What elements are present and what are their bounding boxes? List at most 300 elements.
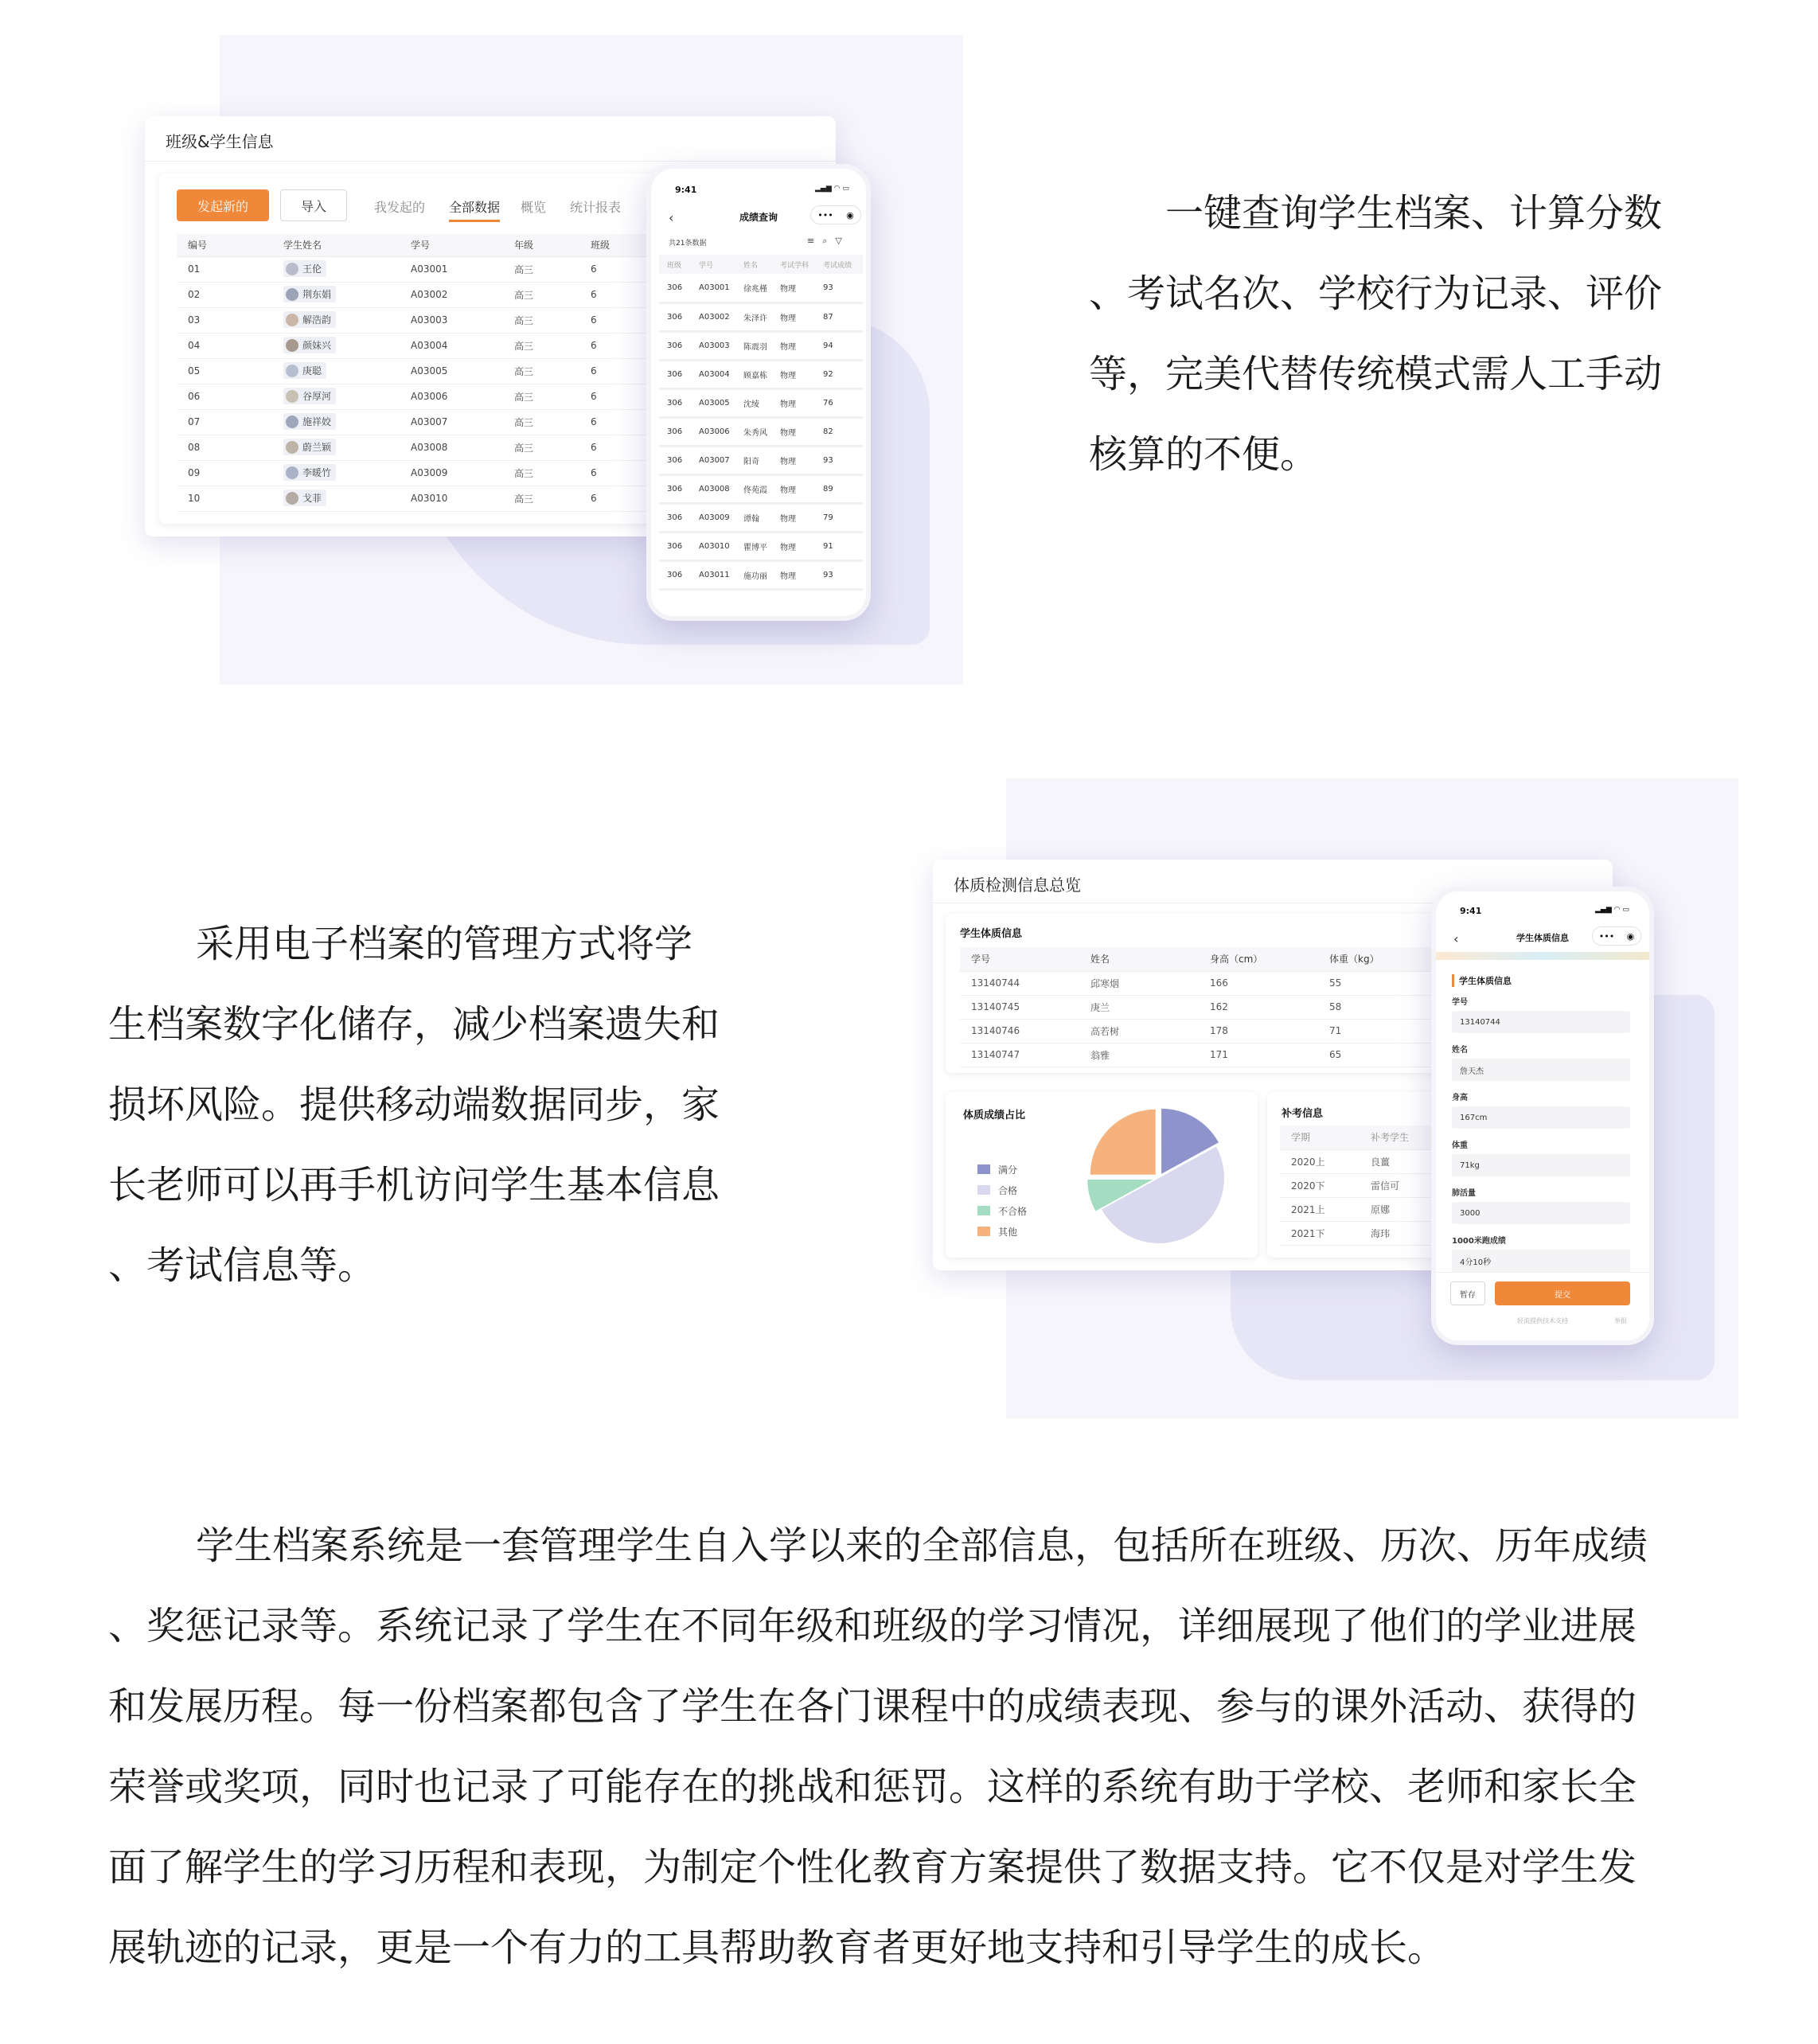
- pie-title: 体质成绩占比: [963, 1110, 1026, 1121]
- student-name: 王伦: [302, 263, 322, 275]
- table-row[interactable]: [177, 409, 654, 435]
- score-cell: 瞿博平: [735, 532, 772, 560]
- makeup-cell: 海玮: [1360, 1221, 1431, 1245]
- info-cell: 162: [1199, 995, 1318, 1019]
- status-time: 9:41: [1460, 906, 1482, 916]
- score-cell: 物理: [772, 560, 815, 589]
- text-line: 长老师可以再手机访问学生基本信息: [108, 1163, 720, 1207]
- table-cell: 08: [177, 435, 272, 460]
- col-makeup-student: 补考学生: [1360, 1125, 1431, 1149]
- text-line: 荣誉或奖项，同时也记录了可能存在的挑战和惩罚。这样的系统有助于学校、老师和家长全: [108, 1765, 1637, 1809]
- score-row[interactable]: [659, 532, 863, 560]
- score-cell: 306: [659, 474, 691, 503]
- table-cell: 高三: [503, 333, 579, 358]
- search-icon[interactable]: ⌕: [822, 236, 828, 246]
- info-table-wrap: [960, 947, 1438, 1067]
- score-cell: 306: [659, 360, 691, 388]
- text-line: 和发展历程。每一份档案都包含了学生在各门课程中的成绩表现、参与的课外活动、获得的: [108, 1684, 1637, 1729]
- avatar: [286, 288, 298, 301]
- score-cell: A03010: [691, 532, 735, 560]
- title-divider: [145, 161, 836, 162]
- table-cell: A03006: [400, 384, 503, 409]
- back-icon[interactable]: ‹: [669, 210, 674, 225]
- table-cell: 6: [579, 282, 654, 307]
- score-cell: 物理: [772, 417, 815, 446]
- table-cell: 10: [177, 486, 272, 511]
- score-cell: 87: [815, 302, 863, 331]
- legend-item: [977, 1159, 1027, 1180]
- makeup-table-wrap: [1280, 1125, 1431, 1246]
- score-cell: 306: [659, 388, 691, 417]
- score-cell: 物理: [772, 302, 815, 331]
- table-cell: 高三: [503, 409, 579, 435]
- score-cell: 物理: [772, 474, 815, 503]
- info-cell: 13140747: [960, 1043, 1079, 1067]
- powered-by: 轻流提供技术支持: [1517, 1317, 1568, 1324]
- legend-swatch: [977, 1227, 990, 1236]
- student-name-tag: [283, 311, 336, 328]
- text-line: 核算的不便。: [1089, 432, 1319, 477]
- tab-overview[interactable]: 概览: [521, 200, 547, 215]
- form-section-title: 学生体质信息: [1452, 974, 1512, 987]
- score-cell: A03005: [691, 388, 735, 417]
- table-cell: 6: [579, 486, 654, 511]
- score-cell: 306: [659, 560, 691, 589]
- pie-slice-3: [1090, 1110, 1156, 1175]
- text-line: 面了解学生的学习历程和表现，为制定个性化教育方案提供了数据支持。它不仅是对学生发: [108, 1845, 1637, 1890]
- info-cell: 171: [1199, 1043, 1318, 1067]
- info-row[interactable]: [960, 1043, 1438, 1067]
- field-input[interactable]: 詹天杰: [1452, 1059, 1630, 1081]
- table-cell: 09: [177, 460, 272, 486]
- info-row[interactable]: [960, 995, 1438, 1019]
- table-cell: A03008: [400, 435, 503, 460]
- status-icons: ▂▄▆ ◠ ▭: [1595, 906, 1629, 914]
- avatar: [286, 441, 298, 454]
- score-query-phone: [646, 164, 871, 621]
- score-cell: 306: [659, 503, 691, 532]
- field-label: 身高: [1452, 1094, 1468, 1102]
- table-cell: 高三: [503, 460, 579, 486]
- filter-icon[interactable]: ▽: [835, 236, 842, 246]
- score-row[interactable]: [659, 417, 863, 446]
- m-col-class: 班级: [659, 255, 691, 274]
- table-cell: A03005: [400, 358, 503, 384]
- score-cell: 91: [815, 532, 863, 560]
- legend-swatch: [977, 1185, 990, 1195]
- score-cell: 306: [659, 417, 691, 446]
- table-cell: 6: [579, 333, 654, 358]
- table-cell: 6: [579, 358, 654, 384]
- student-rows: [177, 256, 654, 511]
- makeup-row[interactable]: [1280, 1221, 1431, 1245]
- score-cell: A03007: [691, 446, 735, 474]
- score-cell: 物理: [772, 446, 815, 474]
- student-name-tag: [283, 413, 336, 430]
- score-row[interactable]: [659, 331, 863, 360]
- status-icons: ▂▄▆ ◠ ▭: [815, 185, 849, 193]
- m-col-number: 学号: [691, 255, 735, 274]
- table-cell: 高三: [503, 256, 579, 282]
- legend-swatch: [977, 1164, 990, 1174]
- score-cell: 朱泽许: [735, 302, 772, 331]
- student-table-wrap: [177, 234, 654, 512]
- tab-my-started[interactable]: 我发起的: [374, 200, 426, 215]
- info-row[interactable]: [960, 1019, 1438, 1043]
- student-name-tag: [283, 362, 326, 379]
- text-line: 损坏风险。提供移动端数据同步，家: [108, 1082, 720, 1127]
- close-mini-icon[interactable]: ◉: [1626, 930, 1635, 942]
- table-cell: 高三: [503, 384, 579, 409]
- table-cell: A03001: [400, 256, 503, 282]
- makeup-cell: 原娜: [1360, 1197, 1431, 1221]
- field-input[interactable]: 71kg: [1452, 1154, 1630, 1176]
- info-cell: 13140745: [960, 995, 1079, 1019]
- score-cell: 306: [659, 302, 691, 331]
- report-link[interactable]: 举报: [1614, 1317, 1627, 1324]
- makeup-row[interactable]: [1280, 1173, 1431, 1197]
- score-cell: 物理: [772, 388, 815, 417]
- status-time: 9:41: [675, 185, 697, 195]
- makeup-table: [1280, 1125, 1431, 1246]
- makeup-title: 补考信息: [1282, 1108, 1324, 1120]
- table-cell: [272, 409, 400, 435]
- field-input[interactable]: 13140744: [1452, 1011, 1630, 1033]
- m-col-score: 考试成绩: [815, 255, 863, 274]
- table-cell: 06: [177, 384, 272, 409]
- phone-title: 学生体质信息: [1516, 933, 1569, 943]
- window-title: 体质检测信息总览: [954, 876, 1081, 895]
- submit-button[interactable]: 提交: [1495, 1281, 1630, 1305]
- table-cell: 04: [177, 333, 272, 358]
- tab-active-indicator: [449, 220, 500, 222]
- score-row[interactable]: [659, 274, 863, 302]
- more-icon[interactable]: •••: [817, 209, 833, 220]
- info-cell: 71: [1318, 1019, 1438, 1043]
- pie-panel: [946, 1092, 1258, 1258]
- legend-label: 合格: [998, 1184, 1018, 1196]
- score-table-wrap: [659, 255, 863, 591]
- table-cell: [272, 486, 400, 511]
- student-name: 颜妹兴: [302, 340, 332, 352]
- table-cell: 6: [579, 256, 654, 282]
- score-row[interactable]: [659, 560, 863, 589]
- score-cell: 306: [659, 446, 691, 474]
- col-grade: 年级: [503, 234, 579, 256]
- score-cell: 施功丽: [735, 560, 772, 589]
- section3-text: [108, 1506, 1764, 1988]
- field-input[interactable]: 4分10秒: [1452, 1250, 1630, 1272]
- score-cell: 物理: [772, 503, 815, 532]
- section2-text: [108, 904, 761, 1306]
- import-button[interactable]: 导入: [280, 189, 347, 221]
- student-name: 施祥姣: [302, 416, 332, 428]
- makeup-cell: 2021上: [1280, 1197, 1360, 1221]
- col-term: 学期: [1280, 1125, 1360, 1149]
- table-cell: A03010: [400, 486, 503, 511]
- score-cell: 陈震羽: [735, 331, 772, 360]
- info-row[interactable]: [960, 971, 1438, 995]
- table-row[interactable]: [177, 486, 654, 511]
- student-name-tag: [283, 260, 326, 277]
- text-line: 生档案数字化储存，减少档案遗失和: [108, 1002, 720, 1047]
- tab-reports[interactable]: 统计报表: [570, 200, 622, 215]
- table-row[interactable]: [177, 333, 654, 358]
- student-name: 蔚兰颖: [302, 442, 332, 454]
- field-label: 肺活量: [1452, 1189, 1476, 1198]
- table-cell: [272, 358, 400, 384]
- close-mini-icon[interactable]: ◉: [846, 209, 854, 220]
- sort-icon[interactable]: ≡: [807, 236, 815, 246]
- score-cell: A03003: [691, 331, 735, 360]
- score-cell: 物理: [772, 360, 815, 388]
- legend-item: [977, 1200, 1027, 1221]
- record-count: 共21条数据: [669, 240, 707, 248]
- text-line: 展轨迹的记录，更是一个有力的工具帮助教育者更好地支持和引导学生的成长。: [108, 1925, 1446, 1970]
- text-line: 学生档案系统是一套管理学生自入学以来的全部信息，包括所在班级、历次、历年成绩: [196, 1523, 1648, 1568]
- legend-label: 不合格: [998, 1205, 1028, 1217]
- col-class: 班级: [579, 234, 654, 256]
- table-cell: [272, 282, 400, 307]
- panel-title: 学生体质信息: [960, 928, 1023, 940]
- text-line: 、考试信息等。: [108, 1243, 376, 1288]
- table-cell: 01: [177, 256, 272, 282]
- m-col-subject: 考试学科: [772, 255, 815, 274]
- legend-label: 其他: [998, 1226, 1018, 1238]
- score-cell: 佟苑霞: [735, 474, 772, 503]
- col-number: 学号: [400, 234, 503, 256]
- student-name-tag: [283, 388, 336, 404]
- score-cell: 92: [815, 360, 863, 388]
- score-cell: 94: [815, 331, 863, 360]
- score-cell: 93: [815, 274, 863, 302]
- makeup-cell: 2021下: [1280, 1221, 1360, 1245]
- score-row[interactable]: [659, 474, 863, 503]
- table-cell: [272, 460, 400, 486]
- makeup-row[interactable]: [1280, 1149, 1431, 1173]
- field-input[interactable]: 167cm: [1452, 1106, 1630, 1129]
- field-input[interactable]: 3000: [1452, 1202, 1630, 1224]
- table-cell: [272, 333, 400, 358]
- student-name: 李暖竹: [302, 467, 332, 479]
- table-cell: 高三: [503, 307, 579, 333]
- header-gradient: [1436, 952, 1649, 960]
- avatar: [286, 415, 298, 428]
- score-cell: A03011: [691, 560, 735, 589]
- table-cell: [272, 435, 400, 460]
- table-row[interactable]: [177, 435, 654, 460]
- makeup-cell: 雷信可: [1360, 1173, 1431, 1197]
- makeup-row[interactable]: [1280, 1197, 1431, 1221]
- student-table: [177, 234, 654, 512]
- window-title: 班级&学生信息: [166, 132, 274, 151]
- score-cell: 谭翰: [735, 503, 772, 532]
- info-cell: 庚兰: [1079, 995, 1199, 1019]
- m-col-name: 姓名: [735, 255, 772, 274]
- score-cell: 82: [815, 417, 863, 446]
- phone-title: 成绩查询: [739, 212, 778, 223]
- table-cell: 02: [177, 282, 272, 307]
- capsule-menu[interactable]: [810, 205, 861, 224]
- score-cell: 79: [815, 503, 863, 532]
- student-name: 解浩韵: [302, 314, 332, 326]
- info-table: [960, 947, 1438, 1067]
- table-cell: 05: [177, 358, 272, 384]
- student-name: 庚聪: [302, 365, 322, 377]
- col-number: 学号: [960, 947, 1079, 971]
- score-cell: 顾嘉栋: [735, 360, 772, 388]
- score-row[interactable]: [659, 446, 863, 474]
- legend-label: 满分: [998, 1164, 1018, 1176]
- section1-text: [1089, 174, 1758, 495]
- avatar: [286, 314, 298, 326]
- score-row[interactable]: [659, 388, 863, 417]
- student-name: 谷厚河: [302, 391, 332, 403]
- score-cell: 物理: [772, 331, 815, 360]
- col-name: 学生姓名: [272, 234, 400, 256]
- avatar: [286, 390, 298, 403]
- col-name: 姓名: [1079, 947, 1199, 971]
- info-cell: 58: [1318, 995, 1438, 1019]
- student-name-tag: [283, 439, 336, 455]
- table-cell: A03003: [400, 307, 503, 333]
- text-line: 、考试名次、学校行为记录、评价: [1089, 271, 1663, 316]
- table-row[interactable]: [177, 460, 654, 486]
- score-cell: 沈绫: [735, 388, 772, 417]
- makeup-panel: [1267, 1092, 1439, 1258]
- score-cell: 朱秀风: [735, 417, 772, 446]
- info-cell: 高若树: [1079, 1019, 1199, 1043]
- table-cell: [272, 384, 400, 409]
- table-row[interactable]: [177, 358, 654, 384]
- table-cell: A03007: [400, 409, 503, 435]
- table-cell: A03002: [400, 282, 503, 307]
- tab-all-data[interactable]: 全部数据: [449, 200, 501, 215]
- table-cell: [272, 307, 400, 333]
- col-id: 编号: [177, 234, 272, 256]
- toolbar-icons: [807, 236, 842, 247]
- score-cell: 物理: [772, 532, 815, 560]
- legend-item: [977, 1221, 1027, 1242]
- text-line: 等，完美代替传统模式需人工手动: [1089, 352, 1663, 396]
- table-cell: 6: [579, 435, 654, 460]
- field-label: 学号: [1452, 998, 1468, 1007]
- score-cell: 物理: [772, 274, 815, 302]
- score-row[interactable]: [659, 360, 863, 388]
- table-cell: 6: [579, 307, 654, 333]
- info-cell: 13140746: [960, 1019, 1079, 1043]
- table-row[interactable]: [177, 384, 654, 409]
- score-cell: 徐兆槿: [735, 274, 772, 302]
- student-name-tag: [283, 286, 336, 302]
- student-info-panel: [946, 914, 1439, 1073]
- table-row[interactable]: [177, 282, 654, 307]
- avatar: [286, 365, 298, 377]
- score-cell: 93: [815, 446, 863, 474]
- field-label: 1000米跑成绩: [1452, 1237, 1506, 1246]
- table-cell: 03: [177, 307, 272, 333]
- table-cell: A03009: [400, 460, 503, 486]
- score-cell: A03006: [691, 417, 735, 446]
- field-label: 体重: [1452, 1141, 1468, 1150]
- pie-chart: [1083, 1108, 1239, 1248]
- capsule-menu[interactable]: [1592, 926, 1641, 946]
- avatar: [286, 339, 298, 352]
- student-name: 荆东娟: [302, 289, 332, 301]
- score-cell: A03008: [691, 474, 735, 503]
- text-line: 、奖惩记录等。系统记录了学生在不同年级和班级的学习情况，详细展现了他们的学业进展: [108, 1604, 1637, 1648]
- makeup-cell: 2020上: [1280, 1149, 1360, 1173]
- info-cell: 翁雅: [1079, 1043, 1199, 1067]
- more-icon[interactable]: •••: [1598, 930, 1615, 942]
- save-draft-button[interactable]: 暂存: [1450, 1281, 1485, 1305]
- legend-swatch: [977, 1206, 990, 1215]
- score-cell: A03004: [691, 360, 735, 388]
- table-cell: 高三: [503, 282, 579, 307]
- back-icon[interactable]: ‹: [1453, 931, 1459, 946]
- student-name: 戈菲: [302, 493, 322, 505]
- makeup-cell: 2020下: [1280, 1173, 1360, 1197]
- score-cell: 93: [815, 560, 863, 589]
- pie-legend: [977, 1159, 1027, 1242]
- score-row[interactable]: [659, 302, 863, 331]
- score-row[interactable]: [659, 503, 863, 532]
- info-cell: 邱寒烟: [1079, 971, 1199, 995]
- table-cell: 6: [579, 384, 654, 409]
- table-cell: 高三: [503, 435, 579, 460]
- score-cell: 阳奇: [735, 446, 772, 474]
- info-cell: 166: [1199, 971, 1318, 995]
- physical-form-phone: [1431, 887, 1654, 1345]
- table-cell: 高三: [503, 358, 579, 384]
- makeup-cell: 良薑: [1360, 1149, 1431, 1173]
- makeup-rows: [1280, 1149, 1431, 1245]
- score-cell: 306: [659, 532, 691, 560]
- avatar: [286, 492, 298, 505]
- score-cell: A03002: [691, 302, 735, 331]
- score-cell: 306: [659, 274, 691, 302]
- score-rows: [659, 274, 863, 589]
- table-row[interactable]: [177, 307, 654, 333]
- table-cell: 6: [579, 409, 654, 435]
- score-table: [659, 255, 863, 591]
- table-cell: [272, 256, 400, 282]
- text-line: 一键查询学生档案、计算分数: [1165, 191, 1663, 236]
- score-cell: 89: [815, 474, 863, 503]
- table-cell: 高三: [503, 486, 579, 511]
- text-line: 采用电子档案的管理方式将学: [196, 922, 693, 966]
- student-name-tag: [283, 490, 326, 506]
- student-name-tag: [283, 464, 336, 481]
- info-cell: 65: [1318, 1043, 1438, 1067]
- info-cell: 13140744: [960, 971, 1079, 995]
- table-cell: 07: [177, 409, 272, 435]
- student-name-tag: [283, 337, 336, 353]
- score-cell: A03001: [691, 274, 735, 302]
- col-height: 身高（cm）: [1199, 947, 1318, 971]
- score-cell: 76: [815, 388, 863, 417]
- table-cell: A03004: [400, 333, 503, 358]
- legend-item: [977, 1180, 1027, 1200]
- avatar: [286, 263, 298, 275]
- new-button[interactable]: 发起新的: [177, 189, 269, 221]
- info-cell: 178: [1199, 1019, 1318, 1043]
- col-weight: 体重（kg）: [1318, 947, 1438, 971]
- table-row[interactable]: [177, 256, 654, 282]
- info-cell: 55: [1318, 971, 1438, 995]
- table-cell: 6: [579, 460, 654, 486]
- form-fields: [1452, 985, 1630, 1272]
